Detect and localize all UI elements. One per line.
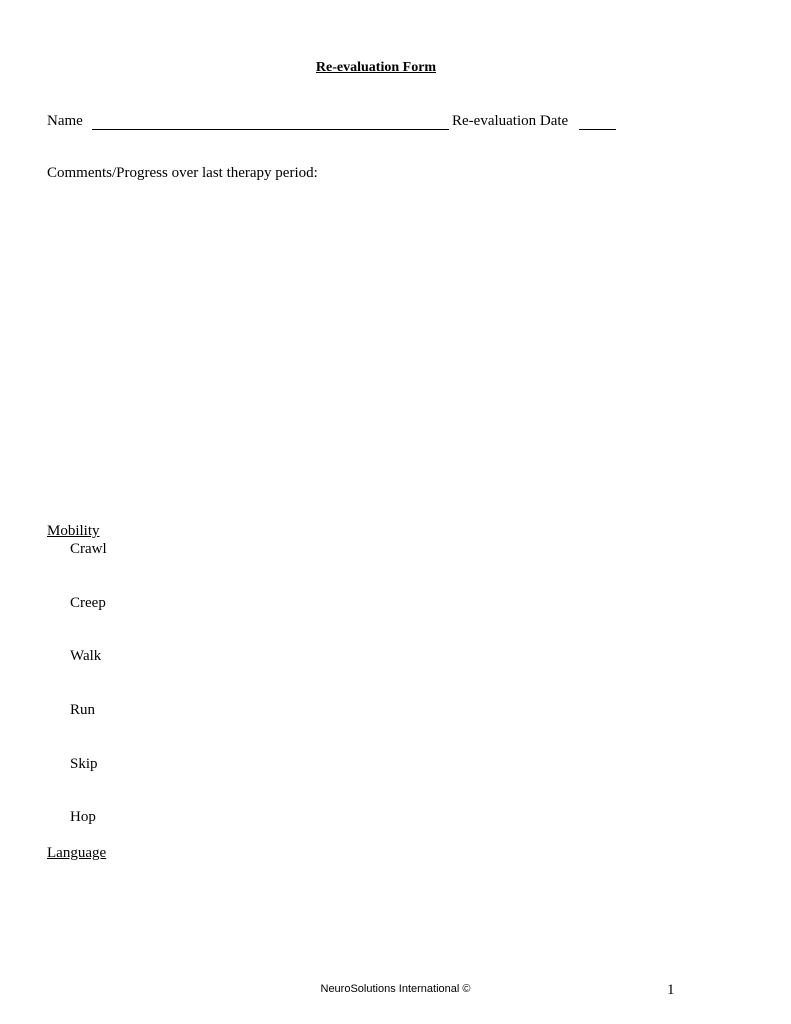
comments-label: Comments/Progress over last therapy period: <box>47 165 318 181</box>
mobility-item-creep: Creep <box>70 595 106 611</box>
footer-text: NeuroSolutions International © <box>320 983 471 995</box>
reevaluation-date-field-line[interactable] <box>579 113 616 130</box>
form-title: Re-evaluation Form <box>315 60 437 75</box>
reevaluation-date-label: Re-evaluation Date <box>452 113 569 129</box>
mobility-item-crawl: Crawl <box>70 541 107 557</box>
mobility-item-walk: Walk <box>70 648 102 664</box>
comments-area[interactable] <box>47 190 737 510</box>
mobility-item-hop: Hop <box>70 809 96 825</box>
page-number: 1 <box>667 982 675 998</box>
mobility-heading: Mobility <box>47 523 100 539</box>
name-field-line[interactable] <box>92 113 449 130</box>
mobility-item-run: Run <box>70 702 96 718</box>
language-heading: Language <box>47 845 107 861</box>
mobility-item-skip: Skip <box>70 756 98 772</box>
name-label: Name <box>47 113 83 129</box>
